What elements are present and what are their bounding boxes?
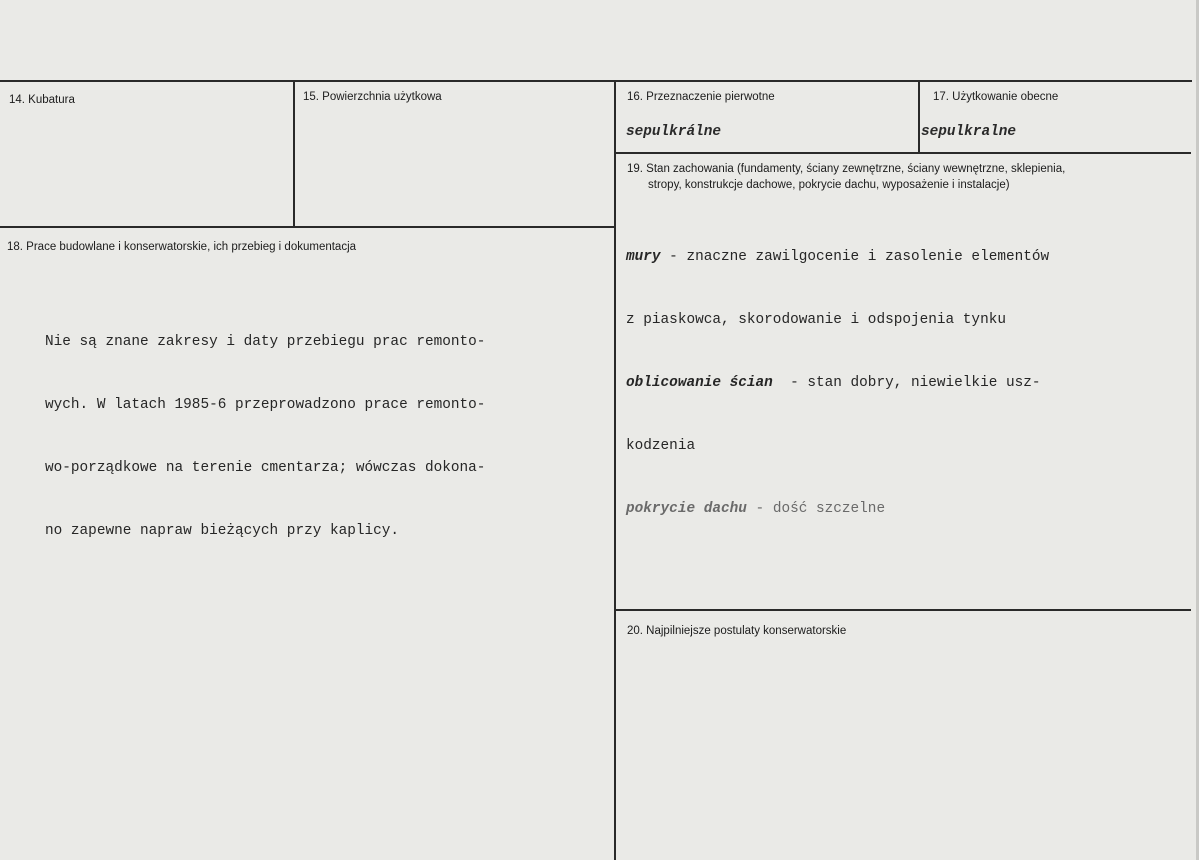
field-19-line (626, 247, 1049, 268)
field-19-line (626, 373, 1049, 394)
term-pokrycie: pokrycie dachu (626, 501, 747, 517)
rule-under-16-17 (614, 152, 1191, 154)
rule-under-14-15 (0, 226, 616, 228)
field-19-label (627, 161, 1187, 193)
center-divider (614, 81, 616, 860)
field-20-label: 20. Najpilniejsze postulaty konserwatorskie (627, 625, 847, 637)
field-15-label: 15. Powierzchnia użytkowa (303, 91, 442, 103)
field-16-label: 16. Przeznaczenie pierwotne (627, 91, 775, 103)
field-17-value: sepulkralne (921, 124, 1016, 140)
field-16-value: sepulkrálne (626, 124, 721, 140)
rule-above-20 (614, 609, 1191, 611)
field-18-text (45, 290, 485, 584)
field-19-line: z piaskowca, skorodowanie i odspojenia tynku (626, 312, 1006, 328)
field-18-line: Nie są znane zakresy i daty przebiegu prac remonto- (45, 334, 486, 350)
term-oblicowanie: oblicowanie ścian (626, 375, 773, 391)
field-19-line1-text: - znaczne zawilgocenie i zasolenie elementów (660, 249, 1050, 265)
divider-14-15 (293, 81, 295, 227)
top-rule (0, 80, 1192, 82)
field-19-line: kodzenia (626, 438, 696, 454)
field-19-line3-text: - stan dobry, niewielkie usz- (772, 375, 1041, 391)
divider-16-17 (918, 81, 920, 153)
field-19-line (626, 499, 1049, 520)
field-19-label-line1: 19. Stan zachowania (fundamenty, ściany zewnętrzne, ściany wewnętrzne, sklepienia, (627, 163, 1066, 175)
field-18-line: wo-porządkowe na terenie cmentarza; wówczas dokona- (45, 460, 486, 476)
field-19-text (626, 205, 1049, 562)
field-18-label: 18. Prace budowlane i konserwatorskie, ich przebieg i dokumentacja (7, 241, 357, 253)
field-19-label-line2: stropy, konstrukcje dachowe, pokrycie dachu, wyposażenie i instalacje) (648, 179, 1010, 191)
field-18-line: no zapewne napraw bieżących przy kaplicy. (45, 523, 400, 539)
field-19-line5-text: - dość szczelne (746, 501, 886, 517)
term-mury: mury (626, 249, 661, 265)
field-14-label: 14. Kubatura (9, 94, 75, 106)
field-17-label: 17. Użytkowanie obecne (933, 91, 1059, 103)
field-18-line: wych. W latach 1985-6 przeprowadzono prace remonto- (45, 397, 486, 413)
